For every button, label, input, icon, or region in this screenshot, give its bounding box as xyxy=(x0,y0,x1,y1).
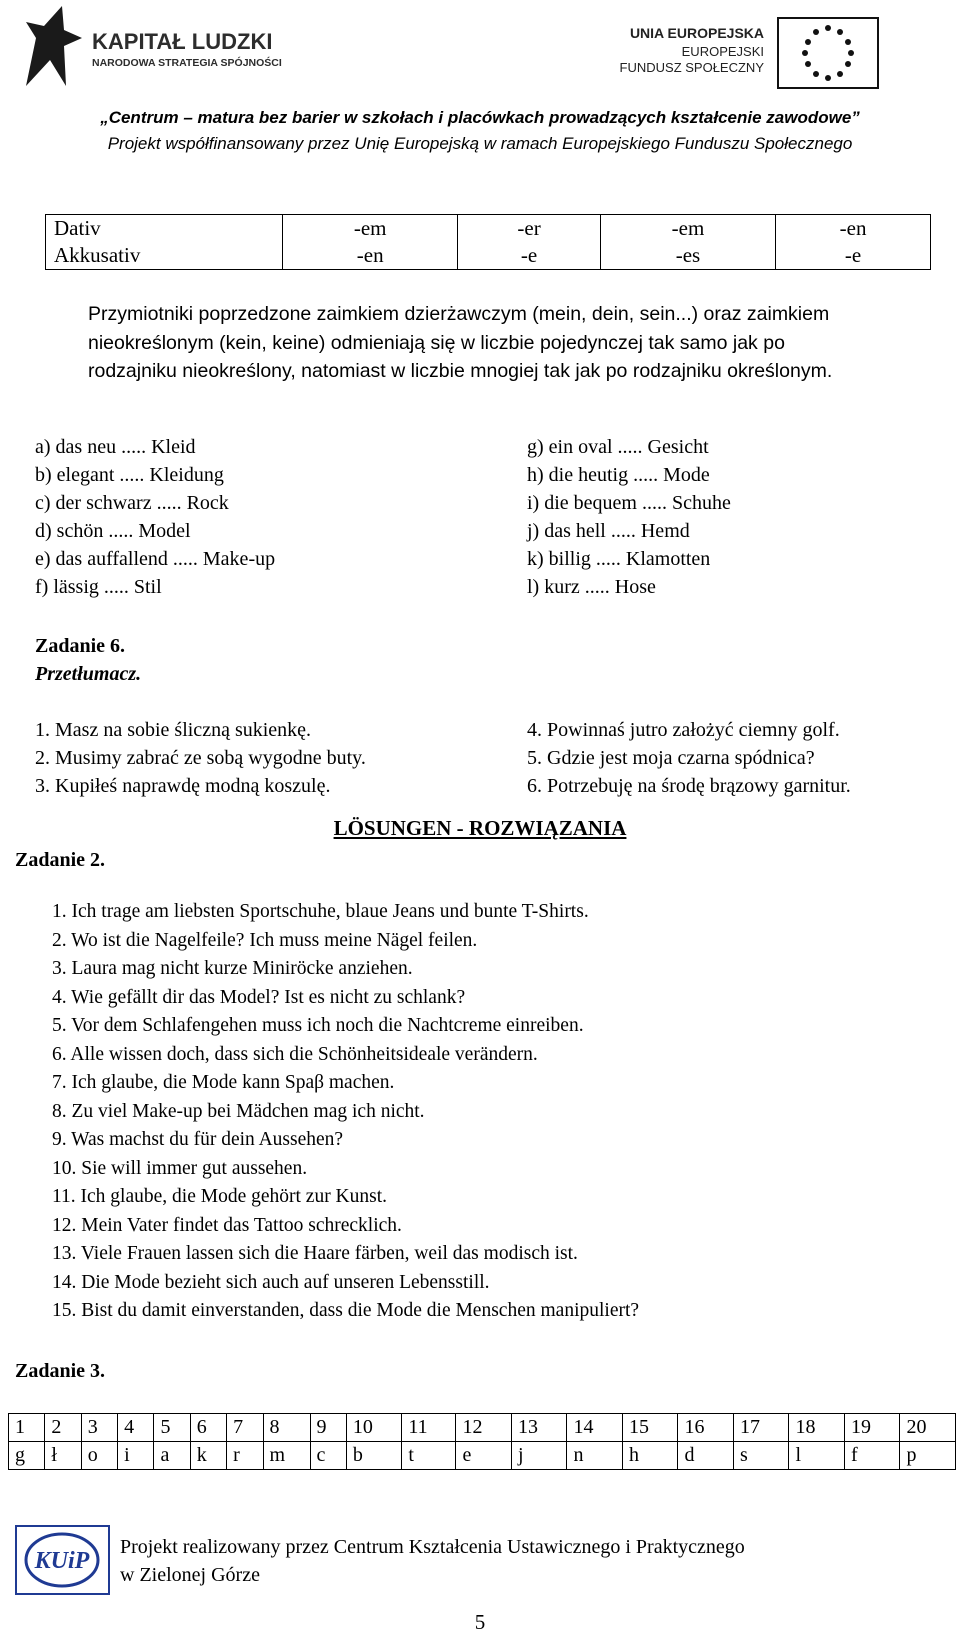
task6-title: Zadanie 6. xyxy=(35,635,126,657)
answer-letter-cell: a xyxy=(154,1442,190,1470)
list-item: 4. Wie gefällt dir das Model? Ist es nicht zu schlank? xyxy=(52,986,466,1008)
exercise-item: k) billig ..... Klamotten xyxy=(527,548,711,570)
exercise-item: j) das hell ..... Hemd xyxy=(527,520,690,542)
answer-letter-cell: p xyxy=(900,1442,956,1470)
answer-letter-cell: f xyxy=(844,1442,900,1470)
answer-number-cell: 1 xyxy=(9,1414,45,1442)
answer-number-cell: 10 xyxy=(346,1414,402,1442)
answer-letter-cell: m xyxy=(263,1442,310,1470)
answer-letter-cell: n xyxy=(567,1442,623,1470)
kuip-wordmark: KUiP xyxy=(34,1548,90,1574)
exercise-item: g) ein oval ..... Gesicht xyxy=(527,436,709,458)
answer-letter-cell: e xyxy=(456,1442,512,1470)
answer-number-cell: 11 xyxy=(402,1414,456,1442)
kapital-ludzki-logo xyxy=(22,2,362,88)
translation-item: 6. Potrzebuję na środę brązowy garnitur. xyxy=(527,775,851,797)
exercise-item: b) elegant ..... Kleidung xyxy=(35,464,224,486)
answer-number-cell: 5 xyxy=(154,1414,190,1442)
ending-cell: -en xyxy=(839,216,867,240)
kuip-logo-icon xyxy=(15,1525,110,1595)
ending-cell: -em xyxy=(671,216,705,240)
answer-letter-cell: b xyxy=(346,1442,402,1470)
list-item: 8. Zu viel Make-up bei Mädchen mag ich nicht. xyxy=(52,1100,425,1122)
page-number: 5 xyxy=(474,1610,486,1634)
kapital-ludzki-tagline: NARODOWA STRATEGIA SPÓJNOŚCI xyxy=(92,57,282,69)
translation-item: 2. Musimy zabrać ze sobą wygodne buty. xyxy=(35,747,366,769)
ending-cell: -en xyxy=(356,243,384,267)
list-item: 6. Alle wissen doch, dass sich die Schönheitsideale verändern. xyxy=(52,1043,538,1065)
exercise-item: h) die heutig ..... Mode xyxy=(527,464,710,486)
exercise-item: i) die bequem ..... Schuhe xyxy=(527,492,731,514)
translation-item: 5. Gdzie jest moja czarna spódnica? xyxy=(527,747,815,769)
answer-letter-cell: h xyxy=(622,1442,678,1470)
exercise-item: l) kurz ..... Hose xyxy=(527,576,656,598)
task6-subtitle: Przetłumacz. xyxy=(35,663,142,685)
table-row xyxy=(46,215,931,270)
case-label-dativ: Dativ xyxy=(54,216,101,240)
kuip-logo xyxy=(15,1525,110,1595)
exercise-item: f) lässig ..... Stil xyxy=(35,576,162,598)
list-item: 1. Ich trage am liebsten Sportschuhe, blaue Jeans und bunte T-Shirts. xyxy=(52,901,589,922)
list-item: 13. Viele Frauen lassen sich die Haare färben, weil das modisch ist. xyxy=(52,1243,578,1264)
eu-fund-line-1: EUROPEJSKI xyxy=(681,44,764,59)
eu-logo xyxy=(619,16,946,90)
eu-flag-icon xyxy=(619,16,946,90)
footer-text xyxy=(120,1533,950,1589)
answer-number-cell: 4 xyxy=(118,1414,154,1442)
case-label-akkusativ: Akkusativ xyxy=(54,243,141,267)
answer-letter-cell: s xyxy=(733,1442,789,1470)
task3-answer-table xyxy=(8,1413,956,1470)
translation-item: 4. Powinnaś jutro założyć ciemny golf. xyxy=(527,719,840,741)
table-row xyxy=(9,1414,956,1442)
answer-letter-cell: ł xyxy=(45,1442,81,1470)
answer-letter-cell: k xyxy=(190,1442,226,1470)
answer-number-cell: 19 xyxy=(844,1414,900,1442)
answer-number-cell: 8 xyxy=(263,1414,310,1442)
translation-item: 1. Masz na sobie śliczną sukienkę. xyxy=(35,719,312,741)
exercise-item: a) das neu ..... Kleid xyxy=(35,436,196,458)
ending-cell: -er xyxy=(517,216,541,240)
list-item: 10. Sie will immer gut aussehen. xyxy=(52,1157,308,1179)
ending-cell: -es xyxy=(675,243,701,267)
answer-number-cell: 9 xyxy=(310,1414,346,1442)
exercise-item: d) schön ..... Model xyxy=(35,520,191,542)
list-item: 3. Laura mag nicht kurze Miniröcke anziehen. xyxy=(52,958,413,979)
answer-number-cell: 6 xyxy=(190,1414,226,1442)
answer-letter-cell: t xyxy=(402,1442,456,1470)
eu-fund-line-2: FUNDUSZ SPOŁECZNY xyxy=(619,60,764,75)
exercise-item: e) das auffallend ..... Make-up xyxy=(35,548,276,570)
answer-number-cell: 7 xyxy=(227,1414,263,1442)
eu-wordmark: UNIA EUROPEJSKA xyxy=(629,25,764,41)
list-item: 12. Mein Vater findet das Tattoo schrecklich. xyxy=(52,1214,402,1236)
list-item: 7. Ich glaube, die Mode kann Spaβ machen. xyxy=(52,1072,395,1093)
answer-number-cell: 20 xyxy=(900,1414,956,1442)
task2-title: Zadanie 2. xyxy=(15,849,106,871)
answer-number-cell: 2 xyxy=(45,1414,81,1442)
kapital-ludzki-star-icon xyxy=(22,2,362,88)
answer-letter-cell: d xyxy=(678,1442,734,1470)
answer-letter-cell: o xyxy=(81,1442,117,1470)
answer-letter-cell: l xyxy=(789,1442,845,1470)
footer-line-2: w Zielonej Górze xyxy=(120,1564,260,1586)
answer-number-cell: 3 xyxy=(81,1414,117,1442)
list-item: 15. Bist du damit einverstanden, dass die Mode die Menschen manipuliert? xyxy=(52,1300,640,1321)
list-item: 11. Ich glaube, die Mode gehört zur Kunst. xyxy=(52,1186,388,1207)
solutions-heading: LÖSUNGEN - ROZWIĄZANIA xyxy=(333,816,627,840)
task2-solutions-list xyxy=(52,898,932,1326)
footer-line-1: Projekt realizowany przez Centrum Kształcenia Ustawicznego i Praktycznego xyxy=(120,1536,745,1558)
answer-number-cell: 15 xyxy=(622,1414,678,1442)
answer-number-cell: 13 xyxy=(511,1414,567,1442)
ending-cell: -e xyxy=(844,243,862,267)
exercise-item: c) der schwarz ..... Rock xyxy=(35,492,229,514)
declension-table xyxy=(45,214,931,270)
ending-cell: -e xyxy=(520,243,538,267)
list-item: 9. Was machst du für dein Aussehen? xyxy=(52,1129,344,1150)
list-item: 14. Die Mode bezieht sich auch auf unseren Lebensstill. xyxy=(52,1271,490,1293)
answer-letter-cell: j xyxy=(511,1442,567,1470)
translation-item: 3. Kupiłeś naprawdę modną koszulę. xyxy=(35,775,331,797)
list-item: 5. Vor dem Schlafengehen muss ich noch die Nachtcreme einreiben. xyxy=(52,1015,584,1036)
answer-letter-cell: g xyxy=(9,1442,45,1470)
project-title: „Centrum – matura bez barier w szkołach i placówkach prowadzących kształcenie zawodowe” xyxy=(100,108,860,127)
answer-letter-cell: c xyxy=(310,1442,346,1470)
project-subtitle: Projekt współfinansowany przez Unię Europejską w ramach Europejskiego Funduszu Społecznego xyxy=(107,134,853,153)
grammar-note: Przymiotniki poprzedzone zaimkiem dzierżawczym (mein, dein, sein...) oraz zaimkiem nieokreślonym (kein, keine) odmieniają się w liczbie pojedynczej tak samo jak po rodzajniku nieokreślony, natomiast w liczbie mnogiej tak jak po rodzajniku określonym. xyxy=(88,303,833,382)
table-row xyxy=(9,1442,956,1470)
answer-number-cell: 14 xyxy=(567,1414,623,1442)
task3-title: Zadanie 3. xyxy=(15,1360,106,1382)
answer-letter-cell: i xyxy=(118,1442,154,1470)
answer-number-cell: 16 xyxy=(678,1414,734,1442)
answer-number-cell: 18 xyxy=(789,1414,845,1442)
answer-number-cell: 12 xyxy=(456,1414,512,1442)
ending-cell: -em xyxy=(353,216,387,240)
list-item: 2. Wo ist die Nagelfeile? Ich muss meine Nägel feilen. xyxy=(52,929,478,951)
kapital-ludzki-wordmark: KAPITAŁ LUDZKI xyxy=(92,29,273,54)
answer-letter-cell: r xyxy=(227,1442,263,1470)
answer-number-cell: 17 xyxy=(733,1414,789,1442)
